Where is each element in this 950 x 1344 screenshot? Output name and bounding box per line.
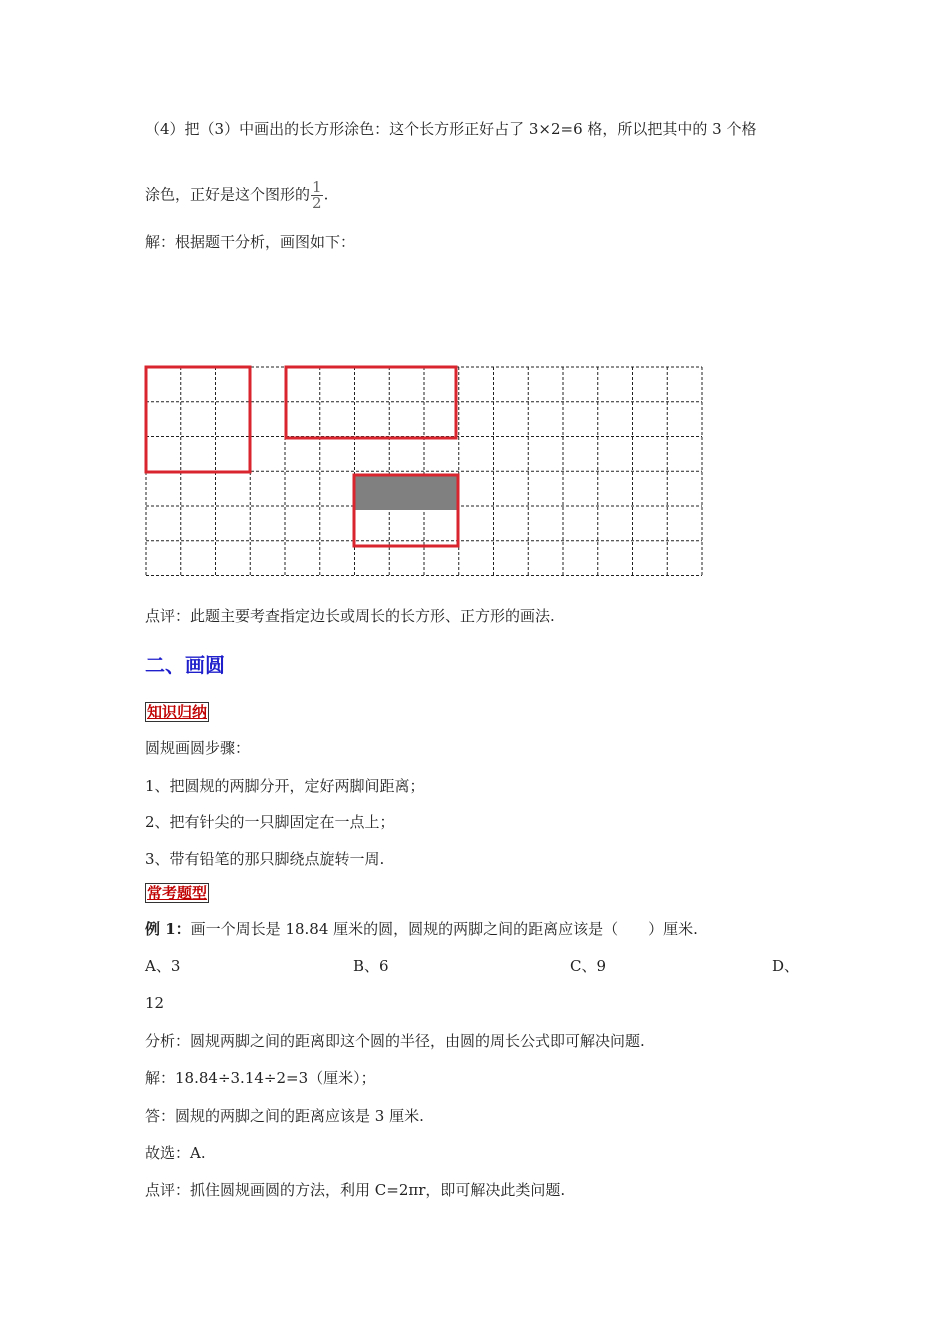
- tag-common: 常考题型: [147, 884, 208, 902]
- steps-title: 圆规画圆步骤：: [145, 739, 251, 757]
- drawing-grid: [144, 364, 706, 586]
- option-d: D、: [772, 957, 800, 975]
- step-item-3: 3、带有铅笔的那只脚绕点旋转一周.: [145, 850, 385, 868]
- choice: 故选：A.: [145, 1144, 206, 1162]
- section-title: 二、画圆: [145, 653, 225, 677]
- option-d-value: 12: [145, 994, 165, 1012]
- step4-line-2: 涂色，正好是这个图形的 $\frac{1}{2}$ .: [145, 178, 329, 212]
- step4-line-1: （4）把（3）中画出的长方形涂色：这个长方形正好占了 3×2=6 格，所以把其中的 3 个格: [145, 120, 757, 138]
- example-label: 例 1：: [145, 920, 191, 938]
- option-c: C、9: [570, 957, 607, 975]
- example-question-text: 画一个周长是 18.84 厘米的圆，圆规的两脚之间的距离应该是（ ）厘米.: [190, 920, 698, 938]
- fraction-one-half: $\frac{1}{2}$: [312, 178, 322, 212]
- option-b: B、6: [353, 957, 389, 975]
- analysis: 分析：圆规两脚之间的距离即这个圆的半径，由圆的周长公式即可解决问题.: [145, 1032, 645, 1050]
- solution-intro: 解：根据题干分析，画图如下：: [145, 233, 356, 251]
- step-item-2: 2、把有针尖的一只脚固定在一点上；: [145, 813, 395, 831]
- solution: 解：18.84÷3.14÷2=3（厘米）；: [145, 1069, 376, 1087]
- example-question: [145, 919, 698, 939]
- red-square-3x3: [146, 367, 250, 472]
- option-a: A、3: [145, 957, 181, 975]
- answer: 答：圆规的两脚之间的距离应该是 3 厘米.: [145, 1107, 424, 1125]
- step-item-1: 1、把圆规的两脚分开，定好两脚间距离；: [145, 777, 425, 795]
- comment-2: 点评：抓住圆规画圆的方法，利用 C=2πr，即可解决此类问题.: [145, 1181, 566, 1199]
- shaded-half: [355, 475, 459, 510]
- comment-1: 点评：此题主要考查指定边长或周长的长方形、正方形的画法.: [145, 607, 555, 625]
- tag-knowledge: 知识归纳: [147, 703, 208, 721]
- red-rectangle-5x2: [286, 367, 456, 438]
